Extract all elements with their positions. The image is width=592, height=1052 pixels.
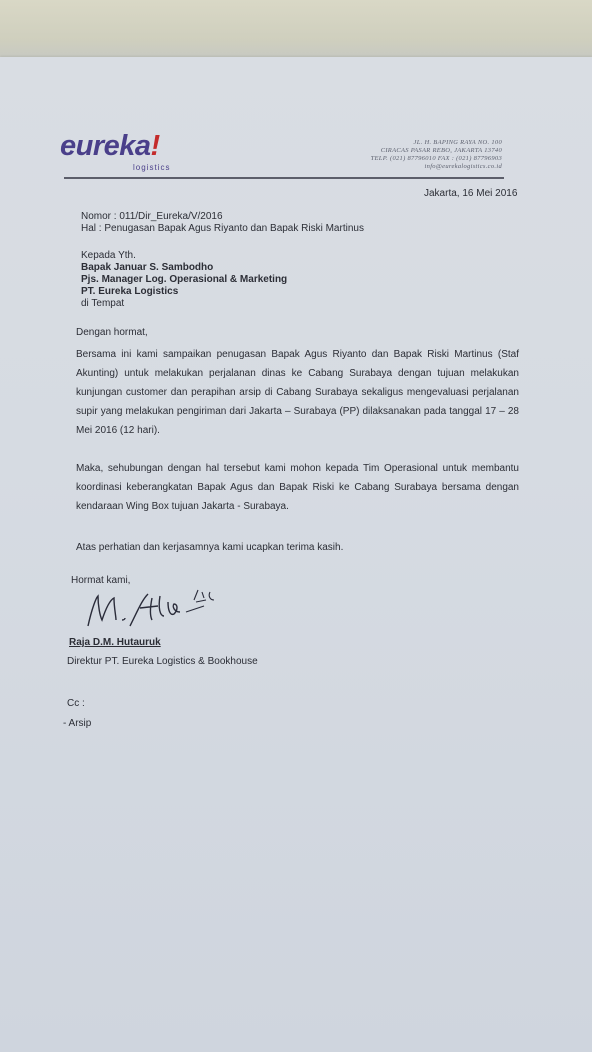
closing-thanks: Atas perhatian dan kerjasamnya kami ucapkan terima kasih. — [76, 542, 344, 553]
closing: Hormat kami, — [71, 575, 131, 586]
signer-title: Direktur PT. Eureka Logistics & Bookhouse — [67, 656, 258, 667]
cc-item: - Arsip — [63, 718, 92, 729]
cc-label: Cc : — [67, 698, 85, 709]
letter-subject: Hal : Penugasan Bapak Agus Riyanto dan Bapak Riski Martinus — [81, 223, 364, 234]
company-logo: eureka! — [60, 130, 160, 162]
letterhead-address — [330, 139, 502, 171]
greeting: Dengan hormat, — [76, 327, 148, 338]
logo-subtitle: logistics — [133, 163, 171, 172]
recipient-name: Bapak Januar S. Sambodho — [81, 262, 214, 273]
signer-name: Raja D.M. Hutauruk — [69, 637, 161, 648]
recipient-salutation: Kepada Yth. — [81, 250, 136, 261]
handwritten-signature — [82, 586, 242, 636]
recipient-title: Pjs. Manager Log. Operasional & Marketing — [81, 274, 288, 285]
recipient-location: di Tempat — [81, 298, 125, 309]
address-line: TELP. (021) 87796010 FAX : (021) 87796903 — [370, 155, 502, 162]
recipient-company: PT. Eureka Logistics — [81, 286, 179, 297]
address-line: JL. H. BAPING RAYA NO. 100 — [413, 139, 502, 146]
body-paragraph-1: Bersama ini kami sampaikan penugasan Bapak Agus Riyanto dan Bapak Riski Martinus (Staf Akunting) untuk melakukan perjalanan dinas ke Cabang Surabaya dengan tujuan melakukan kunjungan customer dan perapihan arsip di Cabang Surabaya sekaligus mengevaluasi perjalanan supir yang melakukan pengiriman dari Jakarta – Surabaya (PP) dilaksanakan pada tanggal 17 – 28 Mei 2016 (12 hari). — [76, 349, 519, 436]
address-line: info@eurekalogistics.co.id — [424, 163, 502, 170]
letterhead-divider — [64, 177, 504, 179]
address-line: CIRACAS PASAR REBO, JAKARTA 13740 — [380, 147, 502, 154]
body-paragraph-2: Maka, sehubungan dengan hal tersebut kami mohon kepada Tim Operasional untuk membantu koordinasi keberangkatan Bapak Agus dan Bapak Riski ke Cabang Surabaya bersama dengan kendaraan Wing Box tujuan Jakarta - Surabaya. — [76, 463, 519, 512]
letter-paper — [0, 57, 592, 1052]
place-date: Jakarta, 16 Mei 2016 — [424, 188, 518, 199]
letter-number: Nomor : 011/Dir_Eureka/V/2016 — [81, 211, 223, 222]
